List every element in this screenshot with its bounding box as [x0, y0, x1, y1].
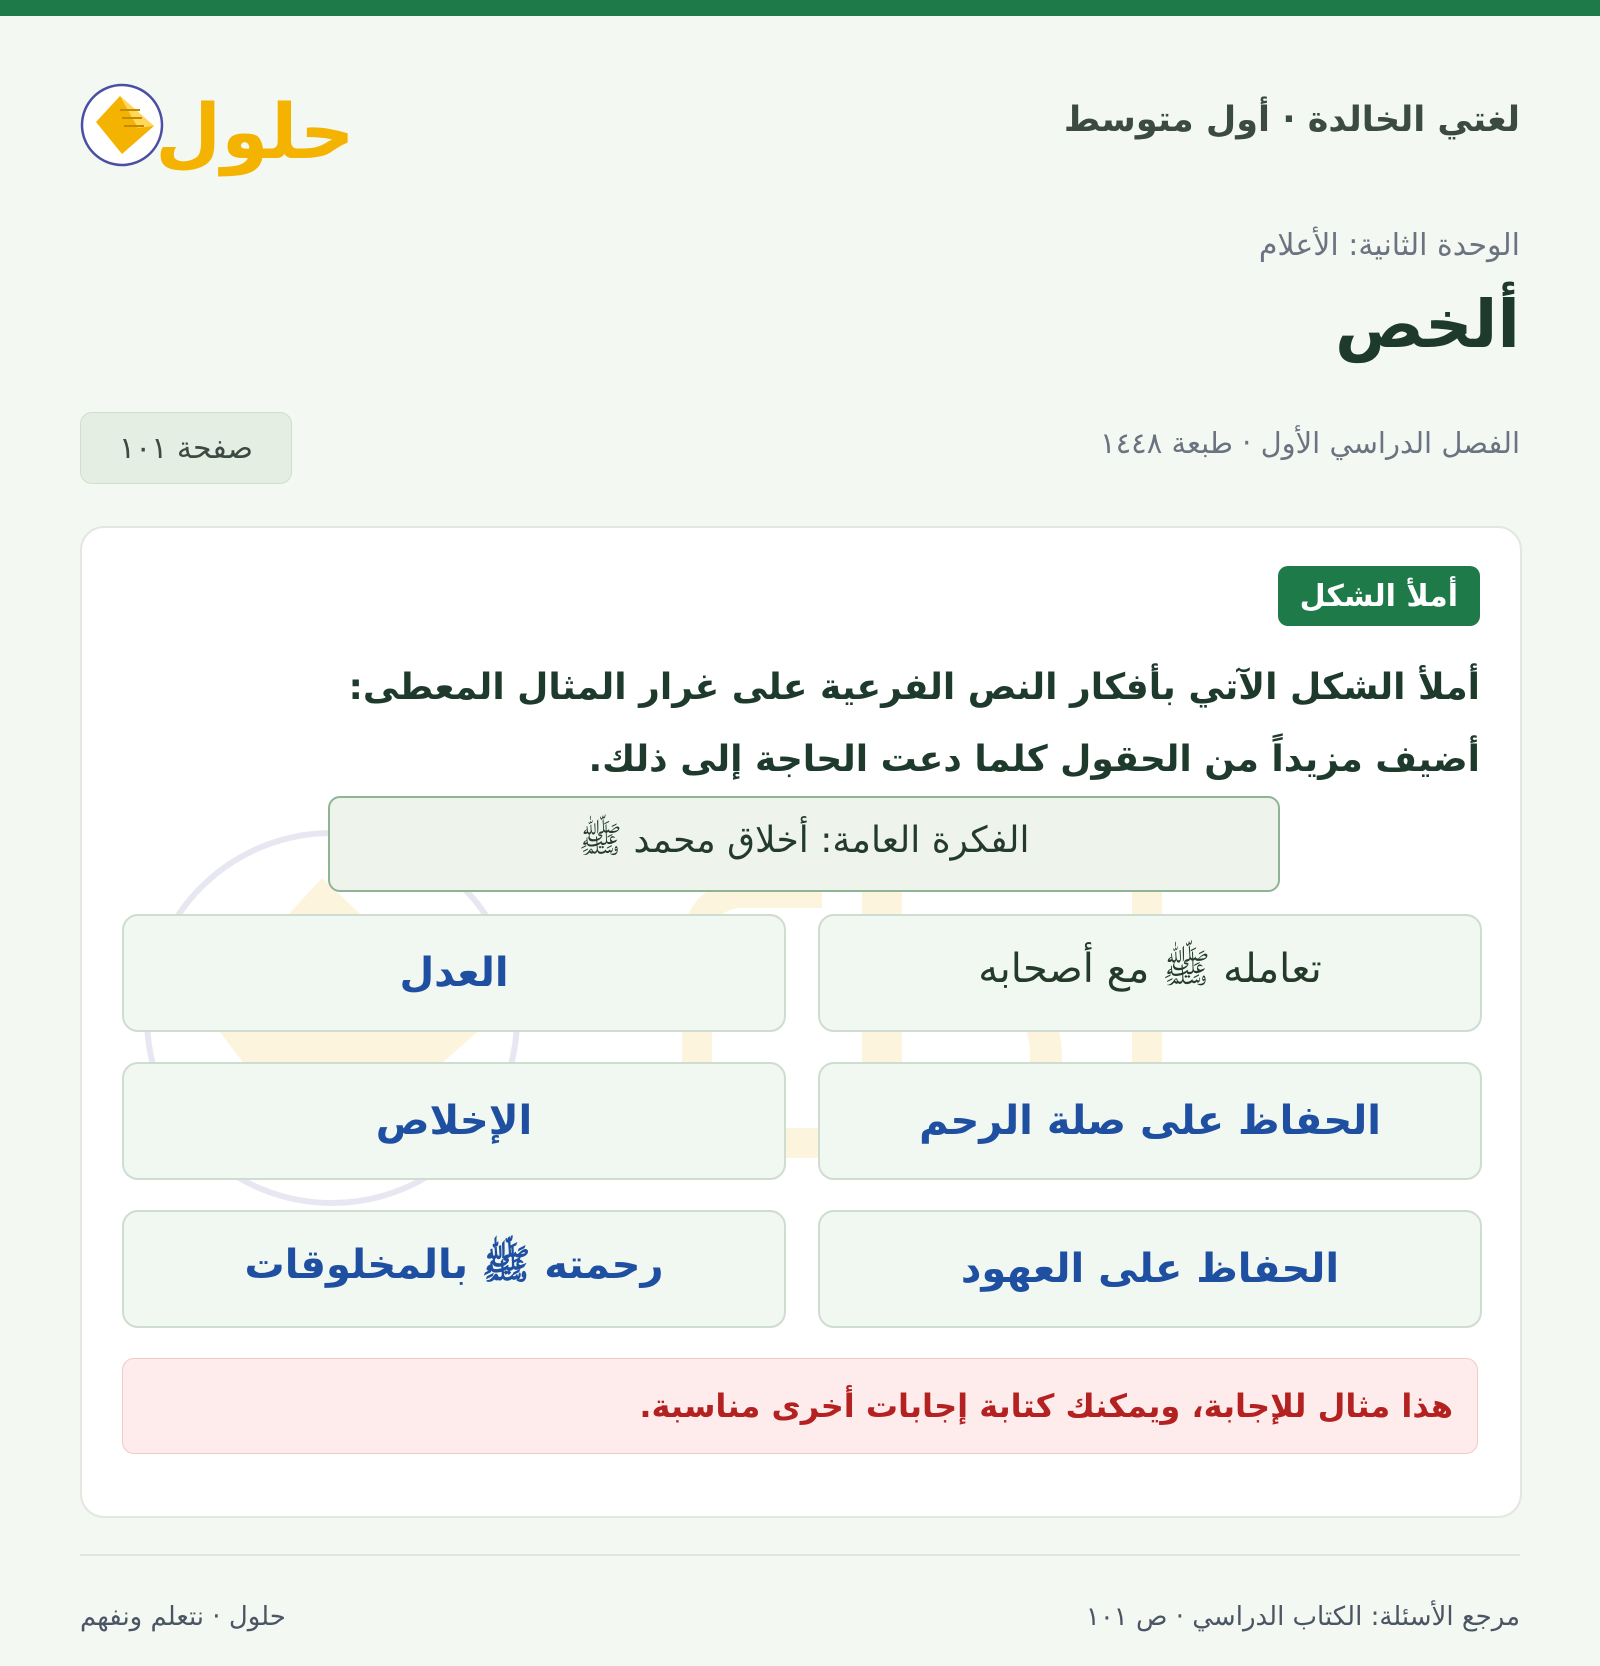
- exercise-card: [80, 526, 1522, 1518]
- idea-box-4: الإخلاص: [122, 1062, 786, 1180]
- hulul-logo[interactable]: [80, 70, 360, 180]
- logo-wordmark: حلول: [155, 87, 355, 176]
- idea-box-6: رحمته ﷺ بالمخلوقات: [122, 1210, 786, 1328]
- book-title: لغتي الخالدة · أول متوسط: [1063, 100, 1520, 140]
- instruction-line-1: أملأ الشكل الآتي بأفكار النص الفرعية على غرار المثال المعطى:: [348, 667, 1480, 708]
- idea-box-3: الحفاظ على صلة الرحم: [818, 1062, 1482, 1180]
- page: [80, 16, 1520, 1666]
- footer-divider: [80, 1554, 1520, 1556]
- unit-label: الوحدة الثانية: الأعلام: [1258, 228, 1520, 263]
- instruction-line-2: أضيف مزيداً من الحقول كلما دعت الحاجة إلى ذلك.: [588, 739, 1480, 780]
- semester-info: الفصل الدراسي الأول · طبعة ١٤٤٨: [1100, 426, 1520, 460]
- answer-note: هذا مثال للإجابة، ويمكنك كتابة إجابات أخرى مناسبة.: [122, 1358, 1478, 1454]
- idea-box-1: تعامله ﷺ مع أصحابه: [818, 914, 1482, 1032]
- page-number-badge[interactable]: صفحة ١٠١: [80, 412, 292, 484]
- idea-box-5: الحفاظ على العهود: [818, 1210, 1482, 1328]
- general-idea-box: الفكرة العامة: أخلاق محمد ﷺ: [328, 796, 1280, 892]
- top-accent-bar: [0, 0, 1600, 16]
- footer-brand[interactable]: حلول · نتعلم ونفهم: [80, 1602, 286, 1632]
- lesson-title: ألخص: [1334, 286, 1520, 363]
- exercise-tag: أملأ الشكل: [1278, 566, 1480, 626]
- idea-box-2: العدل: [122, 914, 786, 1032]
- exercise-instructions: [160, 652, 1480, 796]
- footer-reference: مرجع الأسئلة: الكتاب الدراسي · ص ١٠١: [1085, 1602, 1520, 1632]
